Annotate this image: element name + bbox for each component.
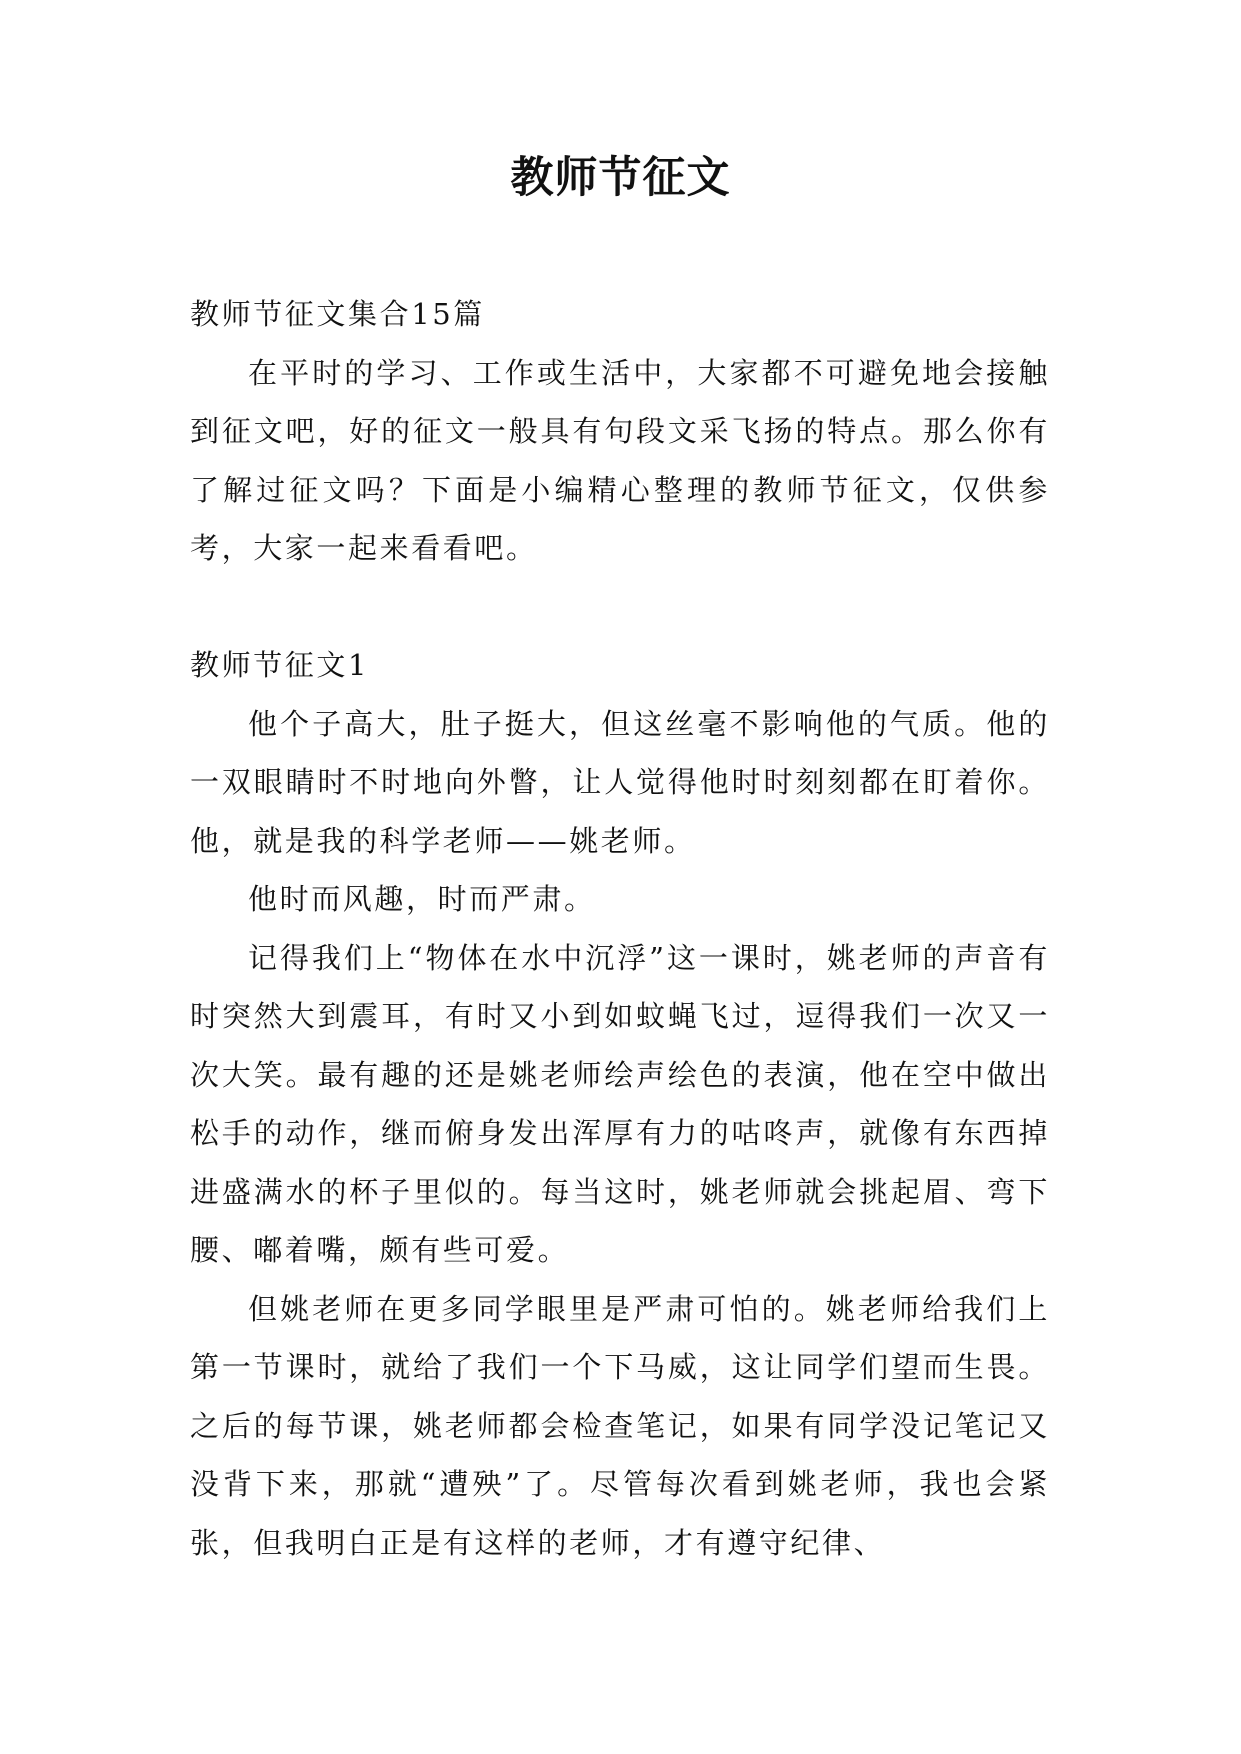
- body-paragraph: 记得我们上“物体在水中沉浮”这一课时，姚老师的声音有时突然大到震耳，有时又小到如蚊蝇飞过，逗得我们一次又一次大笑。最有趣的还是姚老师绘声绘色的表演，他在空中做出松手的动作，继而俯身发出浑厚有力的咕咚声，就像有东西掉进盛满水的杯子里似的。每当这时，姚老师就会挑起眉、弯下腰、嘟着嘴，颇有些可爱。: [190, 940, 1050, 1267]
- section-heading: 教师节征文1: [190, 648, 370, 682]
- section-spacer: [190, 578, 1050, 637]
- intro-heading: 教师节征文集合15篇: [190, 297, 485, 331]
- body-paragraph: 他时而风趣，时而严肃。: [248, 882, 596, 916]
- body-paragraph: 但姚老师在更多同学眼里是严肃可怕的。姚老师给我们上第一节课时，就给了我们一个下马威，这让同学们望而生畏。之后的每节课，姚老师都会检查笔记，如果有同学没记笔记又没背下来，那就“遭殃”了。尽管每次看到姚老师，我也会紧张，但我明白正是有这样的老师，才有遵守纪律、: [190, 1291, 1050, 1560]
- document-body: [190, 285, 1050, 1572]
- intro-paragraph: 在平时的学习、工作或生活中，大家都不可避免地会接触到征文吧，好的征文一般具有句段文采飞扬的特点。那么你有了解过征文吗？下面是小编精心整理的教师节征文，仅供参考，大家一起来看看吧。: [190, 355, 1050, 565]
- document-title: 教师节征文: [510, 153, 731, 203]
- body-paragraph: 他个子高大，肚子挺大，但这丝毫不影响他的气质。他的一双眼睛时不时地向外瞥，让人觉得他时时刻刻都在盯着你。他，就是我的科学老师——姚老师。: [190, 706, 1050, 858]
